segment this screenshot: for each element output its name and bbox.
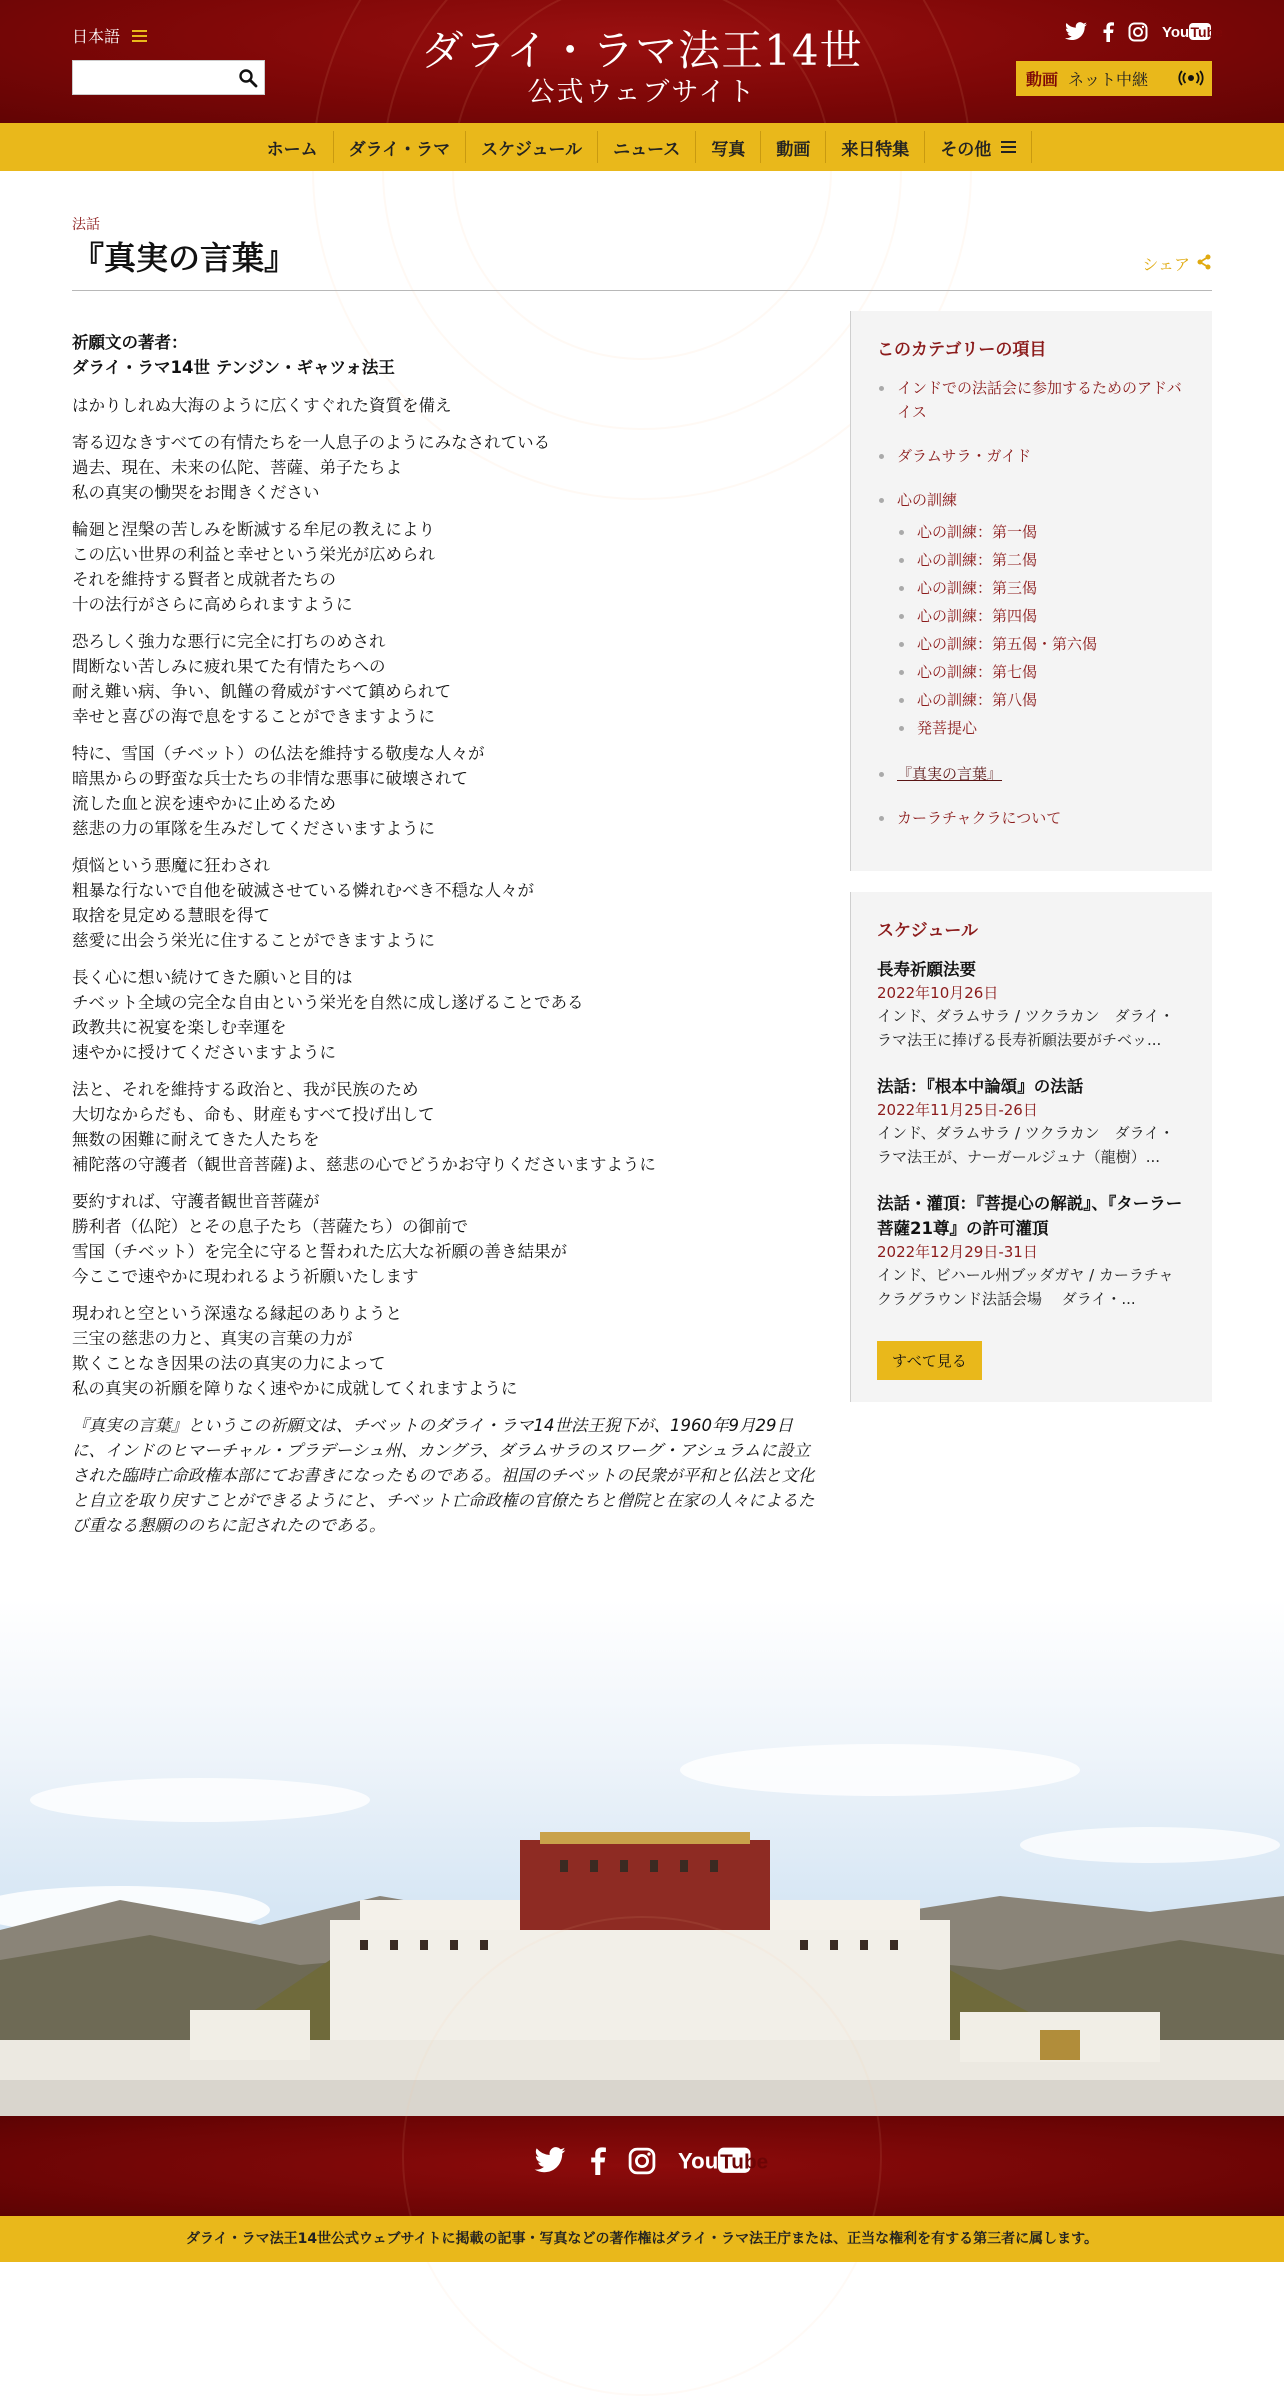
prayer-line: 煩悩という悪魔に狂わされ — [72, 856, 270, 875]
nav-item-photos[interactable]: 写真 — [696, 131, 761, 163]
prayer-line: 勝利者（仏陀）とその息子たち（菩薩たち）の御前で — [72, 1217, 468, 1236]
site-footer — [0, 2116, 1284, 2216]
language-label: 日本語 — [72, 27, 121, 46]
prayer-stanza — [72, 1189, 824, 1289]
category-sub-item[interactable]: 心の訓練：第一偈 — [897, 518, 1186, 546]
site-subtitle[interactable]: 公式ウェブサイト — [527, 77, 757, 108]
category-heading: このカテゴリーの項目 — [877, 340, 1047, 360]
prayer-line: この広い世界の利益と幸せという栄光が広められ — [72, 545, 435, 564]
category-item[interactable]: カーラチャクラについて — [877, 806, 1186, 830]
nav-item-home[interactable]: ホーム — [252, 131, 334, 163]
prayer-line: 現われと空という深遠なる縁起のありようと — [72, 1304, 402, 1323]
prayer-line: 耐え難い病、争い、飢饉の脅威がすべて鎮められて — [72, 682, 452, 701]
event-date: 2022年12月29日-31日 — [877, 1243, 1038, 1261]
share-icon — [1196, 254, 1212, 274]
event-date: 2022年10月26日 — [877, 984, 999, 1002]
nav-item-videos[interactable]: 動画 — [761, 131, 826, 163]
prayer-line: 法と、それを維持する政治と、我が民族のため — [72, 1080, 419, 1099]
event-title: 法話：『根本中論頌』の法話 — [877, 1077, 1084, 1096]
prayer-line: 要約すれば、守護者観世音菩薩が — [72, 1192, 320, 1211]
prayer-line: 雪国（チベット）を完全に守ると誓われた広大な祈願の善き結果が — [72, 1242, 567, 1261]
prayer-line: 私の真実の祈願を障りなく速やかに成就してくれますように — [72, 1379, 518, 1398]
category-item-current[interactable]: 『真実の言葉』 — [877, 762, 1186, 786]
prayer-stanza — [72, 965, 824, 1065]
prayer-line: 暗黒からの野蛮な兵士たちの非情な悪事に破壊されて — [72, 769, 468, 788]
event-title: 長寿祈願法要 — [877, 960, 976, 979]
prayer-line: それを維持する賢者と成就者たちの — [72, 570, 336, 589]
main-nav — [0, 123, 1284, 171]
prayer-stanza — [72, 517, 824, 617]
broadcast-icon — [1178, 70, 1204, 90]
svg-text:You: You — [1162, 24, 1190, 41]
event-description: インド、ビハール州ブッダガヤ / カーラチャクラグラウンド法話会場 ダライ・... — [877, 1266, 1174, 1308]
prayer-line: 慈悲の力の軍隊を生みだしてくださいますように — [72, 819, 435, 838]
see-all-button[interactable]: すべて見る — [877, 1341, 982, 1380]
instagram-icon[interactable] — [628, 2147, 656, 2179]
schedule-event[interactable] — [877, 1191, 1186, 1311]
twitter-icon[interactable] — [1064, 22, 1088, 42]
prayer-line: 流した血と涙を速やかに止めるため — [72, 794, 336, 813]
prayer-line: 寄る辺なきすべての有情たちを一人息子のようにみなされている — [72, 433, 551, 452]
category-sidebar — [850, 311, 1212, 871]
prayer-line: はかりしれぬ大海のように広くすぐれた資質を備え — [72, 396, 452, 415]
category-list — [877, 376, 1186, 830]
twitter-icon[interactable] — [533, 2147, 567, 2179]
nav-item-news[interactable]: ニュース — [598, 131, 696, 163]
share-label: シェア — [1142, 255, 1190, 274]
prayer-stanza — [72, 1077, 824, 1177]
prayer-line: 間断ない苦しみに疲れ果てた有情たちへの — [72, 657, 386, 676]
page-title: 『真実の言葉』 — [72, 239, 297, 277]
category-sub-item[interactable]: 心の訓練：第五偈・第六偈 — [897, 630, 1186, 658]
prayer-line: 無数の困難に耐えてきた人たちを — [72, 1130, 320, 1149]
prayer-line: 私の真実の慟哭をお聞きください — [72, 483, 320, 502]
live-label: 動画 — [1026, 70, 1059, 89]
facebook-icon[interactable] — [1102, 22, 1114, 42]
instagram-icon[interactable] — [1128, 22, 1148, 42]
footer-social-links — [0, 2146, 1284, 2180]
prayer-stanza — [72, 853, 824, 953]
prayer-line: 三宝の慈悲の力と、真実の言葉の力が — [72, 1329, 353, 1348]
schedule-event[interactable] — [877, 1074, 1186, 1169]
schedule-event[interactable] — [877, 957, 1186, 1052]
category-sub-item[interactable]: 発菩提心 — [897, 714, 1186, 742]
copyright-notice: ダライ・ラマ法王14世公式ウェブサイトに掲載の記事・写真などの著作権はダライ・ラマ法王庁または、正当な権利を有する第三者に属します。 — [0, 2216, 1284, 2262]
prayer-line: 長く心に想い続けてきた願いと目的は — [72, 968, 353, 987]
prayer-line: 今ここで速やかに現われるよう祈願いたします — [72, 1267, 419, 1286]
prayer-line: 大切なからだも、命も、財産もすべて投げ出して — [72, 1105, 435, 1124]
site-header — [0, 0, 1284, 123]
event-description: インド、ダラムサラ / ツクラカン ダライ・ラマ法王が、ナーガールジュナ（龍樹）... — [877, 1124, 1175, 1166]
svg-text:Tube: Tube — [719, 2150, 768, 2174]
category-sub-item[interactable]: 心の訓練：第七偈 — [897, 658, 1186, 686]
prayer-stanza — [72, 393, 824, 418]
author-block — [72, 330, 824, 380]
event-description: インド、ダラムサラ / ツクラカン ダライ・ラマ法王に捧げる長寿祈願法要がチベッ... — [877, 1007, 1175, 1049]
category-sub-item[interactable]: 心の訓練：第二偈 — [897, 546, 1186, 574]
menu-icon — [1001, 141, 1016, 153]
category-item[interactable]: インドでの法話会に参加するためのアドバイス — [877, 376, 1186, 424]
prayer-line: 粗暴な行ないで自他を破滅させている憐れむべき不穏な人々が — [72, 881, 534, 900]
prayer-line: 輪廻と涅槃の苦しみを断滅する牟尼の教えにより — [72, 520, 435, 539]
social-links — [1064, 22, 1223, 42]
youtube-icon[interactable] — [1162, 22, 1223, 42]
category-sub-item[interactable]: 心の訓練：第四偈 — [897, 602, 1186, 630]
author-name: ダライ・ラマ14世 テンジン・ギャツォ法王 — [72, 358, 395, 377]
breadcrumb[interactable]: 法話 — [72, 217, 100, 233]
prayer-line: 慈愛に出会う栄光に住することができますように — [72, 931, 435, 950]
nav-item-schedule[interactable]: スケジュール — [466, 131, 598, 163]
prayer-stanza — [72, 741, 824, 841]
site-title[interactable]: ダライ・ラマ法王14世 — [421, 26, 863, 75]
prayer-stanza — [72, 430, 824, 505]
prayer-line: 補陀落の守護者（観世音菩薩)よ、慈悲の心でどうかお守りくださいますように — [72, 1155, 656, 1174]
live-text: ネット中継 — [1068, 70, 1149, 89]
svg-text:Tube: Tube — [1190, 24, 1223, 40]
category-sub-list — [897, 518, 1186, 742]
facebook-icon[interactable] — [589, 2147, 606, 2179]
prayer-line: チベット全域の完全な自由という栄光を自然に成し遂げることである — [72, 993, 584, 1012]
event-date: 2022年11月25日-26日 — [877, 1101, 1038, 1119]
prayer-stanza — [72, 629, 824, 729]
event-title: 法話・灌頂：『菩提心の解説』、『ターラー菩薩21尊』の許可灌頂 — [877, 1194, 1183, 1238]
category-sub-item[interactable]: 心の訓練：第三偈 — [897, 574, 1186, 602]
prayer-line: 恐ろしく強力な悪行に完全に打ちのめされ — [72, 632, 386, 651]
prayer-stanza — [72, 1301, 824, 1401]
svg-text:You: You — [677, 2148, 718, 2174]
article-body — [72, 330, 824, 1550]
category-sub-item[interactable]: 心の訓練：第八偈 — [897, 686, 1186, 714]
prayer-line: 政教共に祝宴を楽しむ幸運を — [72, 1018, 287, 1037]
prayer-line: 特に、雪国（チベット）の仏法を維持する敬虔な人々が — [72, 744, 485, 763]
prayer-stanzas — [72, 393, 824, 1401]
category-item[interactable]: ダラムサラ・ガイド — [877, 444, 1186, 468]
nav-item-japan-special[interactable]: 来日特集 — [826, 131, 925, 163]
prayer-line: 幸せと喜びの海で息をすることができますように — [72, 707, 435, 726]
title-divider — [72, 290, 1212, 291]
prayer-line: 取捨を見定める慧眼を得て — [72, 906, 270, 925]
prayer-line: 速やかに授けてくださいますように — [72, 1043, 336, 1062]
category-item[interactable]: 心の訓練 心の訓練：第一偈 心の訓練：第二偈 心の訓練：第三偈 心の訓練：第四偈 心の訓練：第五偈・第六偈 心の訓練：第七偈 心の訓練：第八偈 発菩提心 — [877, 488, 1186, 742]
nav-item-more[interactable]: その他 — [925, 131, 1032, 163]
article-note: 『真実の言葉』というこの祈願文は、チベットのダライ・ラマ14世法王猊下が、1960年9月29日に、インドのヒマーチャル・プラデーシュ州、カングラ、ダラムサラのスワーグ・アシュラムに設立された臨時亡命政権本部にてお書きになったものである。祖国のチベットの民衆が平和と仏法と文化と自立を取り戻すことができるようにと、チベット亡命政権の官僚たちと僧院と在家の人々によるたび重なる懇願ののちに記されたのである。 — [72, 1416, 815, 1535]
youtube-icon[interactable] — [677, 2146, 768, 2180]
nav-item-dalai-lama[interactable]: ダライ・ラマ — [334, 131, 467, 163]
share-button[interactable] — [1142, 252, 1212, 275]
live-stream-button[interactable] — [1016, 61, 1212, 96]
prayer-line: 十の法行がさらに高められますように — [72, 595, 353, 614]
schedule-heading: スケジュール — [877, 921, 978, 941]
prayer-line: 欺くことなき因果の法の真実の力によって — [72, 1354, 386, 1373]
author-label: 祈願文の著者： — [72, 333, 188, 352]
schedule-sidebar — [850, 892, 1212, 1402]
prayer-line: 過去、現在、未来の仏陀、菩薩、弟子たちよ — [72, 458, 402, 477]
